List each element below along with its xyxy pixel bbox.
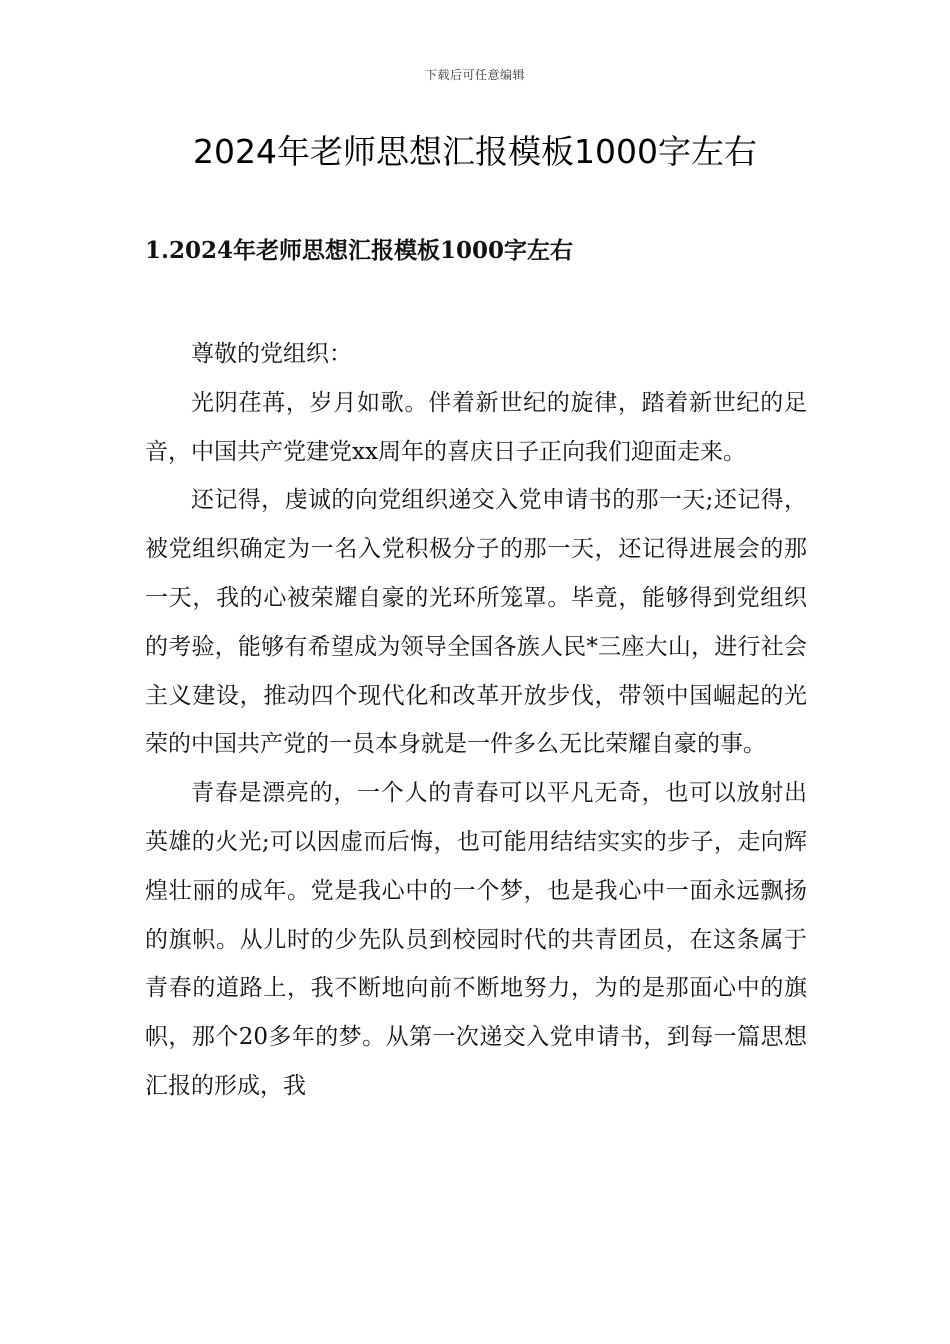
- document-title: 2024年老师思想汇报模板1000字左右: [193, 132, 757, 171]
- page-header-note: 下载后可任意编辑: [424, 68, 525, 82]
- paragraph-3: 青春是漂亮的，一个人的青春可以平凡无奇，也可以放射出英雄的火光;可以因虚而后悔，也可能用结结实实的步子，走向辉煌壮丽的成年。党是我心中的一个梦，也是我心中一面永远飘扬的旗帜。从儿时的少先队员到校园时代的共青团员，在这条属于青春的道路上，我不断地向前不断地努力，为的是那面心中的旗帜，那个20多年的梦。从第一次递交入党申请书，到每一篇思想汇报的形成，我: [145, 780, 807, 1099]
- salutation: 尊敬的党组织：: [191, 341, 352, 367]
- section-heading: 1.2024年老师思想汇报模板1000字左右: [145, 237, 574, 264]
- paragraph-1: 光阴荏苒，岁月如歌。伴着新世纪的旋律，踏着新世纪的足音，中国共产党建党xx周年的喜庆日子正向我们迎面走来。: [145, 389, 807, 465]
- document-body: [145, 330, 807, 1111]
- paragraph-2: 还记得，虔诚的向党组织递交入党申请书的那一天;还记得，被党组织确定为一名入党积极分子的那一天，还记得进展会的那一天，我的心被荣耀自豪的光环所笼罩。毕竟，能够得到党组织的考验，能够有希望成为领导全国各族人民*三座大山，进行社会主义建设，推动四个现代化和改革开放步伐，带领中国崛起的光荣的中国共产党的一员本身就是一件多么无比荣耀自豪的事。: [145, 487, 807, 758]
